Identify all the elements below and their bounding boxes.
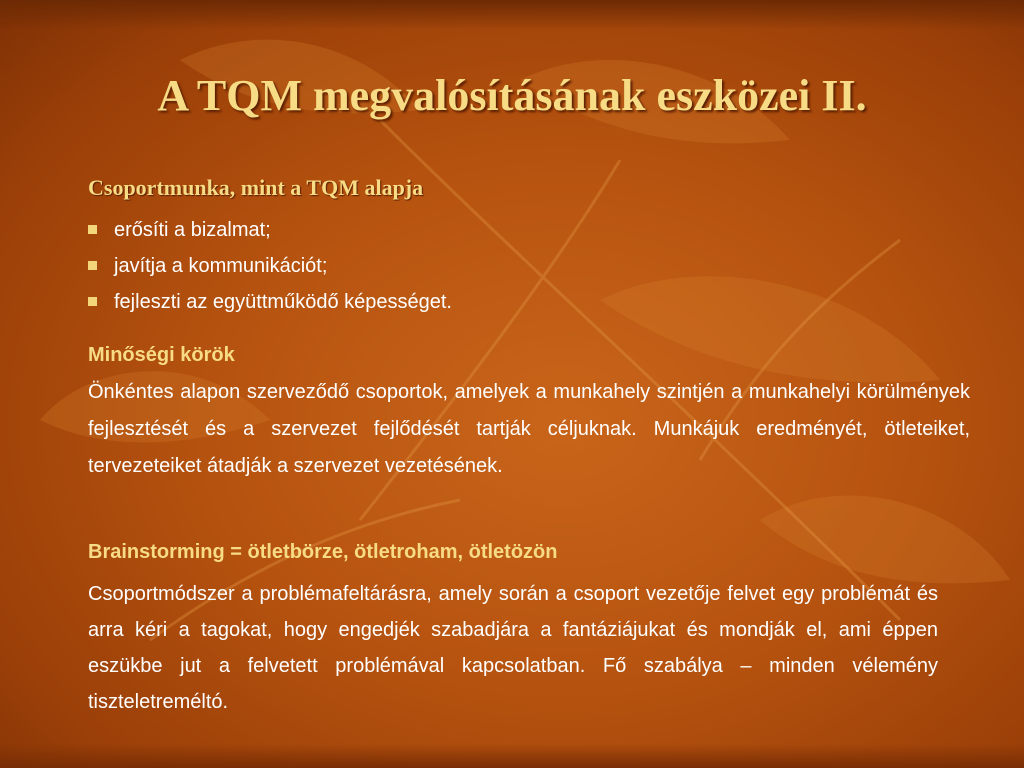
section-heading-csoportmunka: Csoportmunka, mint a TQM alapja [88,175,424,200]
bullet-item [88,288,452,324]
square-bullet-icon [88,297,97,306]
square-bullet-icon [88,225,97,234]
paragraph-brainstorming: Csoportmódszer a problémafeltárásra, amely során a csoport vezetője felvet egy problémát és arra kéri a tagokat, hogy engedjék szabadjára a fantáziájukat és mondják el, ami éppen eszükbe jut a felvetett problémával kapcsolatban. Fő szabálya – minden vélemény tiszteletreméltó. [88,583,938,713]
bullet-item [88,252,452,288]
section-heading-minosegi-korok: Minőségi körök [88,344,235,366]
slide-title: A TQM megvalósításának eszközei II. [157,71,867,120]
bullet-text: fejleszti az együttműködő képességet. [114,291,452,313]
bullet-item [88,216,452,252]
square-bullet-icon [88,261,97,270]
section-heading-brainstorming: Brainstorming = ötletbörze, ötletroham, ötletözön [88,541,558,563]
bullet-list [88,216,452,324]
paragraph-minosegi-korok: Önkéntes alapon szerveződő csoportok, amelyek a munkahely szintjén a munkahelyi körülmények fejlesztését és a szervezet fejlődését tartják céljuknak. Munkájuk eredményét, ötleteiket, tervezeteiket átadják a szervezet vezetésének. [88,381,970,477]
bottom-shadow-band [0,744,1024,768]
bullet-text: erősíti a bizalmat; [114,219,271,241]
bullet-text: javítja a kommunikációt; [114,255,328,277]
